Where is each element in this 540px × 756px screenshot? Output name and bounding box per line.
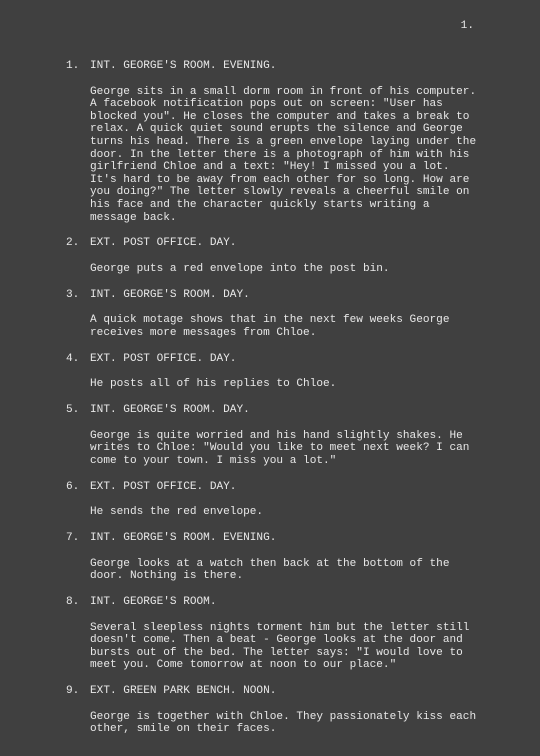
- scene-action: He posts all of his replies to Chloe.: [90, 378, 337, 391]
- scene-heading: [66, 685, 486, 698]
- scene: [66, 289, 486, 340]
- scene-slugline: INT. GEORGE'S ROOM.: [90, 595, 217, 608]
- scene-heading: [66, 532, 486, 545]
- scene: [66, 353, 486, 391]
- scene-list: [66, 60, 486, 749]
- page-number: 1.: [460, 20, 474, 32]
- scene-number: 9.: [66, 685, 80, 698]
- scene-action: George sits in a small dorm room in front of his computer. A facebook notification pops out on screen: "User has blocked you". He closes the computer and takes a break to relax. A quick quiet sound erupts the silence and George turns his head. There is a green envelope laying under the door. In the letter there is a photograph of him with his girlfriend Chloe and a text: "Hey! I missed you a lot. It's hard to be away from each other for so long. How are you doing?" The letter slowly reveals a cheerful smile on his face and the character quickly starts writing a message back.: [90, 85, 477, 224]
- scene-heading: [66, 60, 486, 73]
- scene-heading: [66, 237, 486, 250]
- scene-heading: [66, 596, 486, 609]
- scene-number: 4.: [66, 352, 80, 365]
- scene-action: George is together with Chloe. They passionately kiss each other, smile on their faces.: [90, 710, 477, 736]
- scene-number: 6.: [66, 480, 80, 493]
- scene-number: 8.: [66, 595, 80, 608]
- scene: [66, 532, 486, 583]
- scene-number: 1.: [66, 60, 80, 72]
- scene-action: George is quite worried and his hand slightly shakes. He writes to Chloe: "Would you like to meet next week? I can come to your town. I miss you a lot.": [90, 429, 470, 467]
- scene-number: 2.: [66, 237, 80, 250]
- scene: [66, 596, 486, 672]
- scene-slugline: INT. GEORGE'S ROOM. DAY.: [90, 288, 250, 301]
- scene-number: 3.: [66, 288, 80, 301]
- scene-slugline: EXT. POST OFFICE. DAY.: [90, 480, 237, 493]
- scene: [66, 685, 486, 736]
- scene-action: A quick motage shows that in the next few weeks George receives more messages from Chloe.: [90, 314, 450, 339]
- scene-heading: [66, 289, 486, 302]
- scene-slugline: EXT. GREEN PARK BENCH. NOON.: [90, 685, 277, 698]
- scene: [66, 404, 486, 467]
- scene-number: 5.: [66, 404, 80, 417]
- scene: [66, 237, 486, 275]
- scene: [66, 60, 486, 224]
- scene-number: 7.: [66, 531, 80, 544]
- scene-heading: [66, 404, 486, 417]
- scene-heading: [66, 481, 486, 494]
- scene-action: He sends the red envelope.: [90, 506, 264, 519]
- scene: [66, 481, 486, 519]
- scene-slugline: EXT. POST OFFICE. DAY.: [90, 237, 237, 250]
- scene-action: George puts a red envelope into the post bin.: [90, 262, 390, 275]
- scene-action: George looks at a watch then back at the bottom of the door. Nothing is there.: [90, 557, 450, 583]
- scene-slugline: EXT. POST OFFICE. DAY.: [90, 352, 237, 365]
- scene-slugline: INT. GEORGE'S ROOM. EVENING.: [90, 60, 277, 72]
- scene-heading: [66, 353, 486, 366]
- scene-action: Several sleepless nights torment him but the letter still doesn't come. Then a beat - George looks at the door and bursts out of the bed. The letter says: "I would love to meet you. Come tomorrow at noon to our place.": [90, 621, 470, 672]
- scene-slugline: INT. GEORGE'S ROOM. EVENING.: [90, 531, 277, 544]
- scene-slugline: INT. GEORGE'S ROOM. DAY.: [90, 404, 250, 417]
